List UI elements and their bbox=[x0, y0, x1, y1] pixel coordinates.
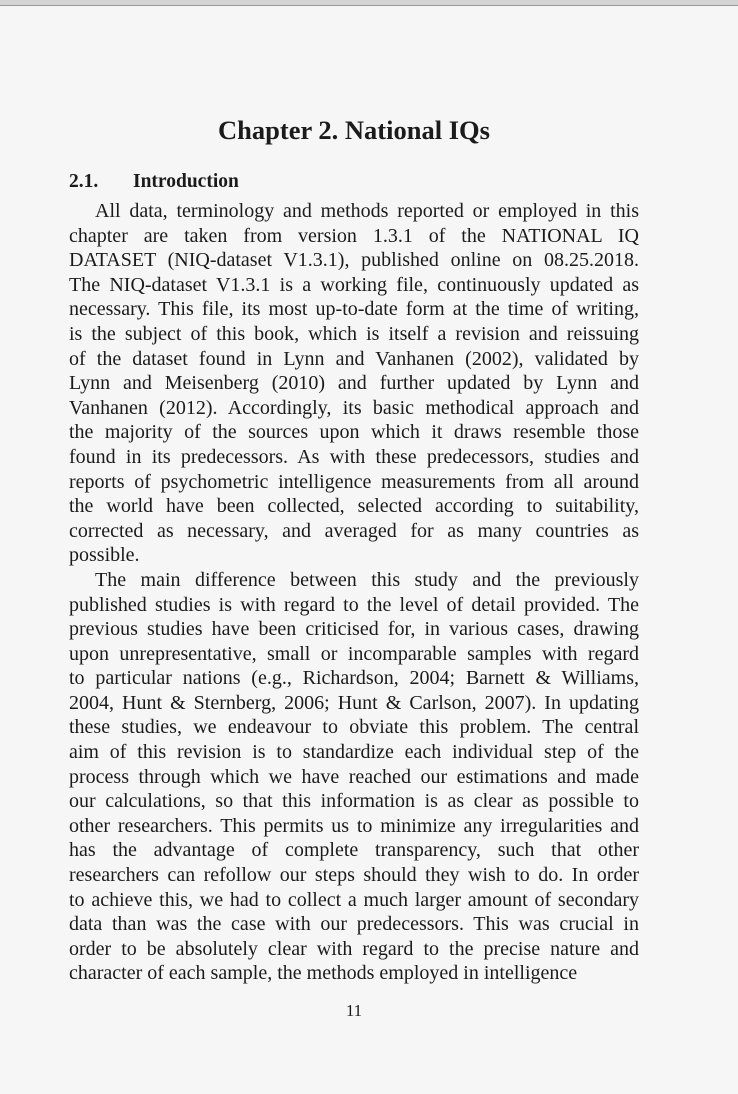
text-line: possible. bbox=[69, 544, 140, 567]
text-line: chapter are taken from version 1.3.1 of the NATIONAL IQ bbox=[69, 224, 639, 247]
text-line: reports of psychometric intelligence measurements from all around bbox=[69, 470, 639, 493]
text-line: DATASET (NIQ-dataset V1.3.1), published online on 08.25.2018. bbox=[69, 249, 639, 272]
text-line: The main difference between this study and the previously bbox=[95, 568, 639, 591]
text-line: the majority of the sources upon which it draws resemble those bbox=[69, 421, 639, 444]
text-line: is the subject of this book, which is itself a revision and reissuing bbox=[69, 322, 639, 345]
section-heading bbox=[69, 170, 239, 194]
paragraph-2 bbox=[69, 568, 639, 986]
text-line: upon unrepresentative, small or incomparable samples with regard bbox=[69, 642, 639, 665]
text-line: researchers can refollow our steps should they wish to do. In order bbox=[69, 864, 639, 887]
text-line: published studies is with regard to the level of detail provided. The bbox=[69, 593, 639, 616]
text-line: other researchers. This permits us to minimize any irregularities and bbox=[69, 814, 639, 837]
section-title: Introduction bbox=[133, 171, 239, 192]
text-line: The NIQ-dataset V1.3.1 is a working file, continuously updated as bbox=[69, 273, 639, 296]
section-number: 2.1. bbox=[69, 171, 99, 192]
text-line: character of each sample, the methods employed in intelligence bbox=[69, 962, 578, 985]
text-line: process through which we have reached our estimations and made bbox=[69, 765, 639, 788]
top-border bbox=[0, 0, 738, 6]
chapter-title: Chapter 2. National IQs bbox=[218, 115, 490, 145]
text-line: All data, terminology and methods reported or employed in this bbox=[95, 200, 639, 222]
text-line: 2004, Hunt & Sternberg, 2006; Hunt & Carlson, 2007). In updating bbox=[69, 691, 639, 714]
text-line: aim of this revision is to standardize each individual step of the bbox=[69, 741, 639, 764]
text-line: Vanhanen (2012). Accordingly, its basic methodical approach and bbox=[69, 396, 639, 419]
text-line: has the advantage of complete transparency, such that other bbox=[69, 839, 639, 862]
text-line: previous studies have been criticised for, in various cases, drawing bbox=[69, 618, 639, 641]
text-line: corrected as necessary, and averaged for as many countries as bbox=[69, 519, 639, 542]
text-line: necessary. This file, its most up-to-date form at the time of writing, bbox=[69, 298, 639, 321]
text-line: Lynn and Meisenberg (2010) and further updated by Lynn and bbox=[69, 372, 639, 395]
text-line: order to be absolutely clear with regard to the precise nature and bbox=[69, 937, 639, 960]
text-line: data than was the case with our predecessors. This was crucial in bbox=[69, 913, 639, 936]
body-text bbox=[69, 199, 639, 986]
text-line: our calculations, so that this information is as clear as possible to bbox=[69, 790, 639, 813]
text-line: to achieve this, we had to collect a much larger amount of secondary bbox=[69, 888, 639, 911]
text-line: of the dataset found in Lynn and Vanhanen (2002), validated by bbox=[69, 347, 639, 370]
text-line: these studies, we endeavour to obviate this problem. The central bbox=[69, 716, 639, 739]
text-line: the world have been collected, selected according to suitability, bbox=[69, 495, 639, 518]
paragraph-1 bbox=[69, 199, 639, 568]
text-line: to particular nations (e.g., Richardson, 2004; Barnett & Williams, bbox=[69, 667, 639, 690]
text-line: found in its predecessors. As with these predecessors, studies and bbox=[69, 445, 639, 468]
page-number: 11 bbox=[345, 1001, 363, 1020]
